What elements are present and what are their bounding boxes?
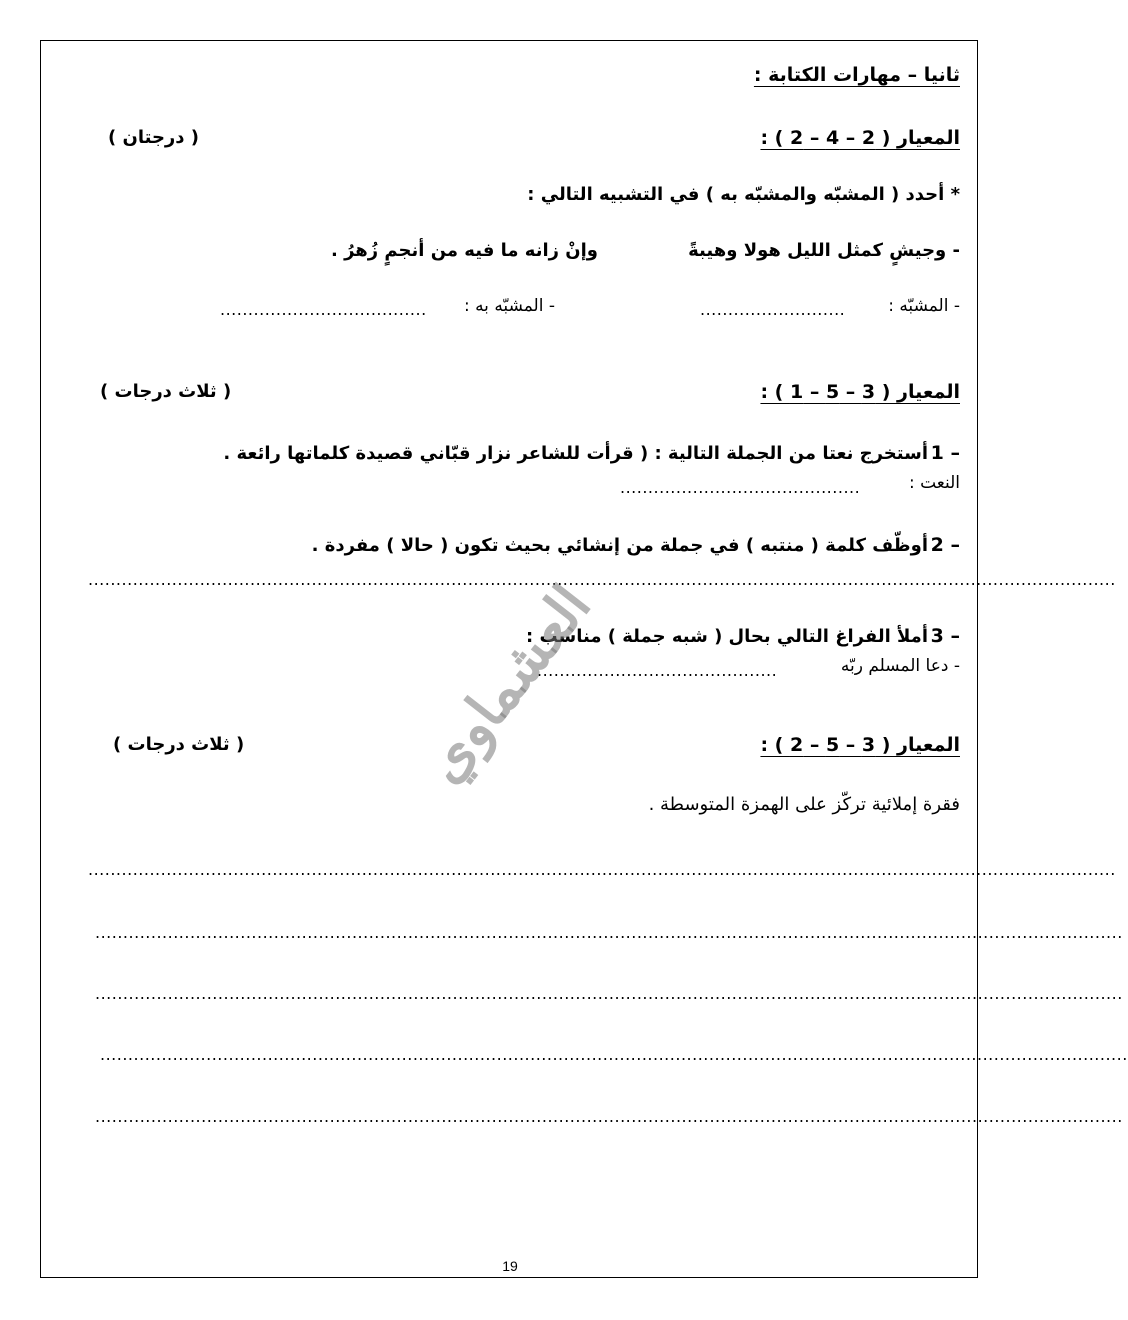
criterion-2-label: المعيار ( 3 – 5 – 1 ) : <box>760 381 960 403</box>
criterion-1-label: المعيار ( 2 – 4 – 2 ) : <box>760 127 960 149</box>
question-2-answer-line[interactable]: ........................................................................................................................................................................................ <box>88 570 1116 589</box>
dictation-line-2[interactable]: ........................................................................................................................................................................................ <box>95 923 1123 942</box>
criterion-2-score: ( ثلاث درجات ) <box>100 381 232 402</box>
dictation-line-5[interactable]: ........................................................................................................................................................................................ <box>95 1107 1123 1126</box>
section-title: ثانيا – مهارات الكتابة : <box>753 64 960 86</box>
dictation-line-3[interactable]: ........................................................................................................................................................................................ <box>95 984 1123 1003</box>
watermark-text: العشماوي <box>410 573 604 795</box>
mushabbah-label: - المشبّه : <box>888 296 960 316</box>
criterion-3-instruction: فقرة إملائية تركّز على الهمزة المتوسطة . <box>648 794 960 815</box>
mushabbah-answer-line[interactable]: .......................... <box>700 300 846 319</box>
page-number: 19 <box>502 1258 518 1274</box>
question-3-prompt: - دعا المسلم ربّه <box>840 656 960 676</box>
question-1-text: أستخرج نعتا من الجملة التالية : ( قرأت للشاعر نزار قبّاني قصيدة كلماتها رائعة . <box>223 443 928 464</box>
question-2-text: أوظّف كلمة ( منتبه ) في جملة من إنشائي بحيث تكون ( حالا ) مفردة . <box>311 535 928 556</box>
question-1-answer-line[interactable]: ........................................... <box>620 478 861 497</box>
question-1-answer-label: النعت : <box>908 473 960 493</box>
mushabbah-bih-answer-line[interactable]: ..................................... <box>220 300 427 319</box>
criterion-1-score: ( درجتان ) <box>108 127 200 148</box>
question-3-number: 3 – <box>930 625 960 647</box>
criterion-1-instruction: * أحدد ( المشبّه والمشبّه به ) في التشبيه التالي : <box>527 184 960 205</box>
question-1-number: 1 – <box>930 442 960 464</box>
mushabbah-bih-label: - المشبّه به : <box>463 296 555 316</box>
dictation-line-1[interactable]: ........................................................................................................................................................................................ <box>88 860 1116 879</box>
question-3-text: أملأ الفراغ التالي بحال ( شبه جملة ) مناسب : <box>526 626 928 647</box>
criterion-3-score: ( ثلاث درجات ) <box>113 734 245 755</box>
dictation-line-4[interactable]: ........................................................................................................................................................................................ <box>100 1045 1128 1064</box>
criterion-3-label: المعيار ( 3 – 5 – 2 ) : <box>760 734 960 756</box>
question-3-answer-line[interactable]: ........................................... <box>537 661 778 680</box>
verse-second-hemistich: وإنْ زانه ما فيه من أنجمٍ زُهرُ . <box>331 240 598 261</box>
question-2-number: 2 – <box>930 534 960 556</box>
verse-first-hemistich: - وجيشٍ كمثل الليل هولا وهيبةً <box>688 240 960 261</box>
